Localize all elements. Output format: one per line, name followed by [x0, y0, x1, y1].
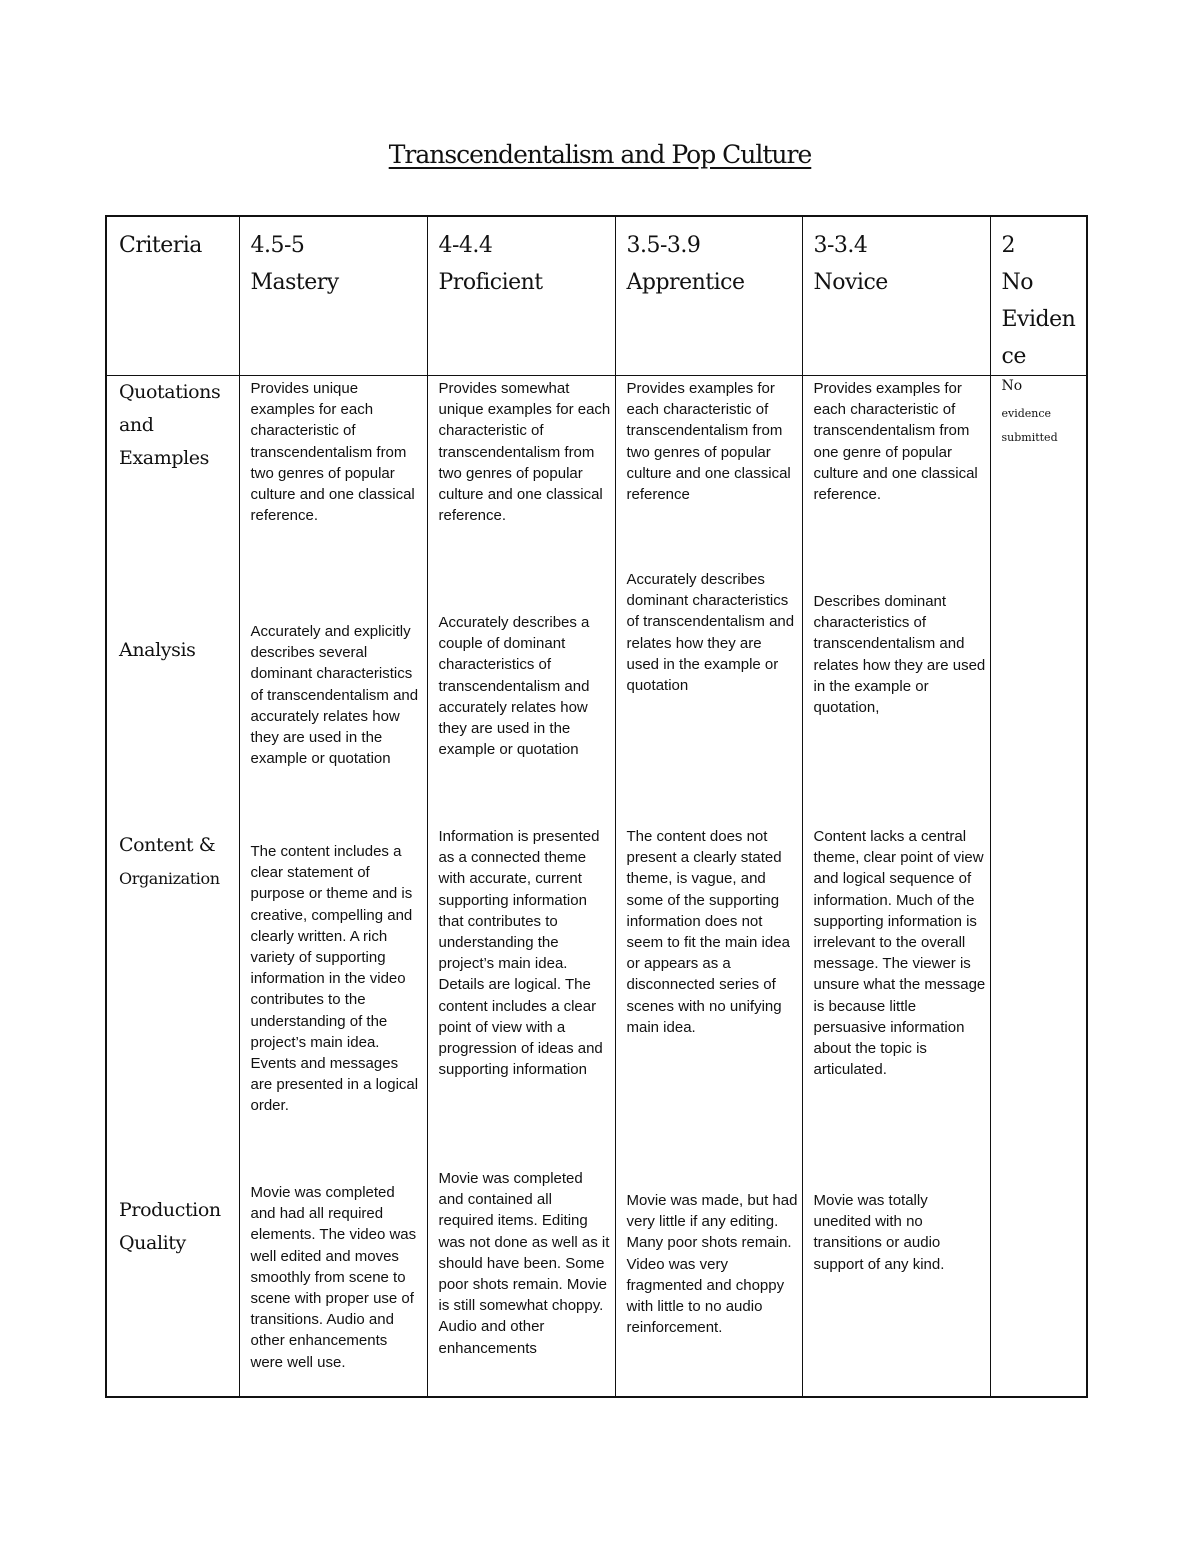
body-row [106, 376, 1087, 1398]
novice-content: Content lacks a central theme, clear point of view and logical sequence of information. Much of the supporting information is irrelevant to the overall message. The viewer is unsure what the message is because little persuasive information about the topic is articulated. [813, 828, 986, 1079]
level-name: Mastery [250, 270, 339, 295]
proficient-quotations: Provides somewhat unique examples for each characteristic of transcendentalism from two genres of popular culture and one classical reference. [438, 380, 611, 525]
novice-quotations: Provides examples for each characteristic of transcendentalism from one genre of popular culture and one classical reference. [813, 380, 978, 504]
novice-analysis: Describes dominant characteristics of transcendentalism and relates how they are used in the example or quotation, [813, 593, 986, 717]
proficient-production: Movie was completed and contained all required items. Editing was not done as well as it should have been. Some poor shots remain. Movie is still somewhat choppy. Audio and other enhancements [438, 1170, 610, 1357]
apprentice-content: The content does not present a clearly stated theme, is vague, and some of the supporting information does not seem to fit the main idea or appears as a disconnected series of scenes with no unifying main idea. [626, 828, 790, 1036]
header-no-evidence [990, 216, 1087, 376]
proficient-column [427, 376, 615, 1398]
level-range: 3.5-3.9 [626, 233, 701, 258]
level-name: ce [1001, 344, 1026, 369]
level-name: Novice [813, 270, 888, 295]
level-name: Proficient [438, 270, 543, 295]
novice-production: Movie was totally unedited with no transitions or audio support of any kind. [813, 1192, 945, 1273]
proficient-content: Information is presented as a connected theme with accurate, current supporting information that contributes to understanding the project’s main idea. Details are logical. The content includes a clear point of view with a progression of ideas and supporting information [438, 828, 603, 1079]
header-apprentice [615, 216, 802, 376]
criteria-content: Content & Organization [119, 834, 220, 888]
criteria-analysis: Analysis [119, 639, 196, 661]
novice-column [802, 376, 990, 1398]
mastery-production: Movie was completed and had all required elements. The video was well edited and moves smoothly from scene to scene with proper use of transitions. Audio and other enhancements were well use. [250, 1184, 417, 1371]
level-range: 4-4.4 [438, 233, 493, 258]
apprentice-analysis: Accurately describes dominant characteristics of transcendentalism and relates how they are used in the example or quotation [626, 571, 795, 695]
no-evidence-text: No [1001, 378, 1023, 394]
mastery-analysis: Accurately and explicitly describes several dominant characteristics of transcendentalism and accurately relates how they are used in the example or quotation [250, 623, 419, 768]
mastery-column [239, 376, 427, 1398]
apprentice-production: Movie was made, but had very little if any editing. Many poor shots remain. Video was very fragmented and choppy with little to no audio reinforcement. [626, 1192, 798, 1337]
proficient-analysis: Accurately describes a couple of dominant characteristics of transcendentalism and accurately relates how they are used in the example or quotation [438, 614, 590, 759]
level-range: 4.5-5 [250, 233, 305, 258]
page-title: Transcendentalism and Pop Culture [388, 140, 812, 169]
rubric-table [105, 215, 1088, 1398]
header-mastery [239, 216, 427, 376]
criteria-column [106, 376, 239, 1398]
criteria-quotations: Quotations and Examples [119, 381, 221, 469]
apprentice-quotations: Provides examples for each characteristic of transcendentalism from two genres of popular culture and one classical reference [626, 380, 791, 504]
mastery-content: The content includes a clear statement of purpose or theme and is creative, compelling and clearly written. A rich variety of supporting information in the video contributes to the understanding of the project’s main idea. Events and messages are presented in a logical order. [250, 843, 419, 1115]
mastery-quotations: Provides unique examples for each characteristic of transcendentalism from two genres of popular culture and one classical reference. [250, 380, 415, 525]
no-evidence-detail: evidence submitted [1001, 407, 1058, 444]
apprentice-column [615, 376, 802, 1398]
level-name: Eviden [1001, 307, 1076, 332]
header-novice [802, 216, 990, 376]
level-name: No [1001, 270, 1033, 295]
header-criteria: Criteria [106, 216, 239, 376]
no-evidence-column [990, 376, 1087, 1398]
level-range: 3-3.4 [813, 233, 868, 258]
level-name: Apprentice [626, 270, 745, 295]
criteria-production: Production Quality [119, 1199, 221, 1254]
header-row [106, 216, 1087, 376]
level-range: 2 [1001, 233, 1015, 258]
header-proficient [427, 216, 615, 376]
